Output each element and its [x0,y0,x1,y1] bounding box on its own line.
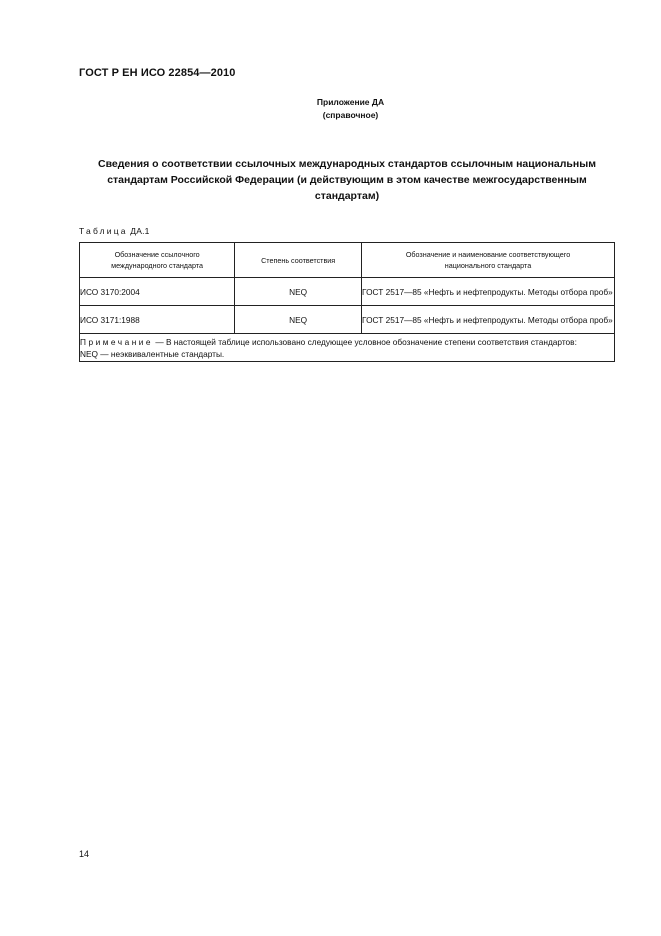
section-title-line-2: стандартам Российской Федерации (и действующим в этом качестве межгосударственным [107,174,587,186]
cell-degree: NEQ [235,278,362,306]
document-code: ГОСТ Р ЕН ИСО 22854—2010 [79,67,236,79]
cell-national-standard: ГОСТ 2517—85 «Нефть и нефтепродукты. Методы отбора проб» [362,278,615,306]
cell-national-standard: ГОСТ 2517—85 «Нефть и нефтепродукты. Методы отбора проб» [362,306,615,334]
table-caption-label: Таблица [79,226,128,236]
note-legend: NEQ — неэквивалентные стандарты. [80,348,225,359]
table-row [80,278,615,306]
header-degree: Степень соответствия [235,243,362,278]
section-title-line-3: стандартам) [314,190,380,202]
cell-intl-standard: ИСО 3171:1988 [80,306,235,334]
appendix-subtitle: (справочное) [322,110,379,120]
table-note [80,334,615,362]
table-caption-number: ДА.1 [130,226,150,236]
table-caption [79,226,150,236]
appendix-heading [0,96,661,122]
cell-intl-standard: ИСО 3170:2004 [80,278,235,306]
table-header-row [80,243,615,278]
section-title [79,156,615,204]
note-label: Примечание [80,336,154,347]
cell-degree: NEQ [235,306,362,334]
section-title-line-1: Сведения о соответствии ссылочных международных стандартов ссылочным национальным [98,158,596,170]
table-row [80,306,615,334]
header-intl-standard: Обозначение ссылочного международного стандарта [80,243,235,278]
header-national-standard: Обозначение и наименование соответствующего национального стандарта [362,243,615,278]
table-note-row [80,334,615,362]
page-number: 14 [79,849,90,859]
note-text: — В настоящей таблице использовано следующее условное обозначение степени соответствия стандартов: [153,336,577,347]
standards-table [79,242,615,362]
appendix-title: Приложение ДА [316,97,385,107]
